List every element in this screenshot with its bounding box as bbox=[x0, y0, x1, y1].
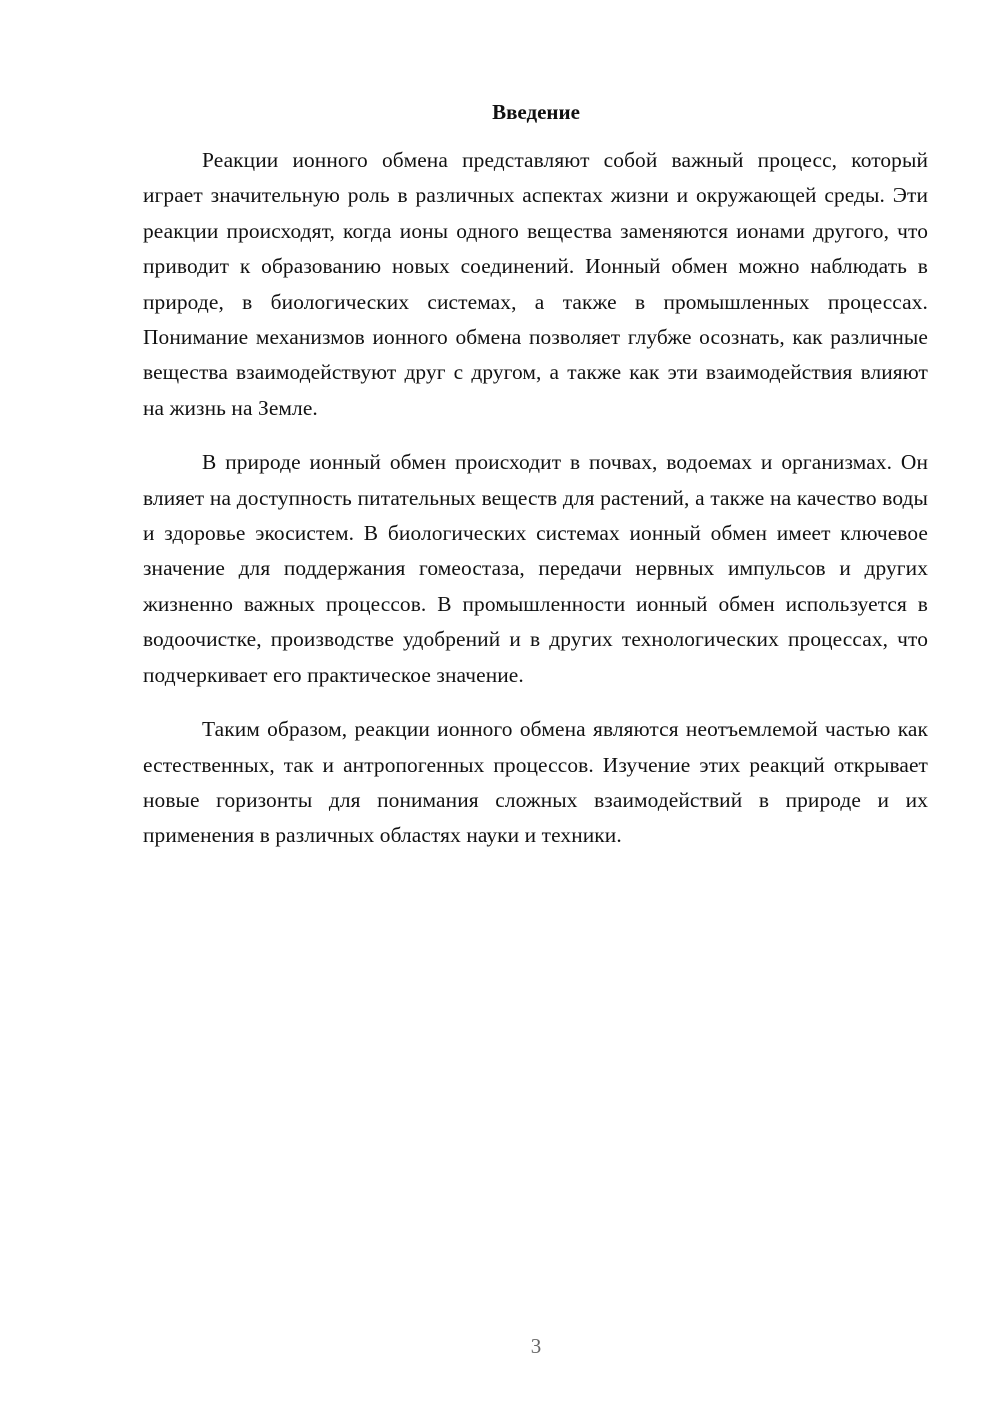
paragraph-1: Реакции ионного обмена представляют собой важный процесс, который играет значительную роль в различных аспектах жизни и окружающей среды. Эти реакции происходят, когда ионы одного вещества заменяются ионами другого, что приводит к образованию новых соединений. Ионный обмен можно наблюдать в природе, в биологических системах, а также в промышленных процессах. Понимание механизмов ионного обмена позволяет глубже осознать, как различные вещества взаимодействуют друг с другом, а также как эти взаимодействия влияют на жизнь на Земле. bbox=[143, 148, 928, 420]
paragraph-3: Таким образом, реакции ионного обмена являются неотъемлемой частью как естественных, так и антропогенных процессов. Изучение этих реакций открывает новые горизонты для понимания сложных взаимодействий в природе и их применения в различных областях науки и техники. bbox=[143, 717, 928, 848]
document-body bbox=[143, 143, 928, 873]
page-number: 3 bbox=[530, 1334, 542, 1358]
page-title: Введение bbox=[492, 100, 580, 124]
paragraph-2: В природе ионный обмен происходит в почвах, водоемах и организмах. Он влияет на доступность питательных веществ для растений, а также на качество воды и здоровье экосистем. В биологических системах ионный обмен имеет ключевое значение для поддержания гомеостаза, передачи нервных импульсов и других жизненно важных процессов. В промышленности ионный обмен используется в водоочистке, производстве удобрений и в других технологических процессах, что подчеркивает его практическое значение. bbox=[143, 450, 928, 687]
